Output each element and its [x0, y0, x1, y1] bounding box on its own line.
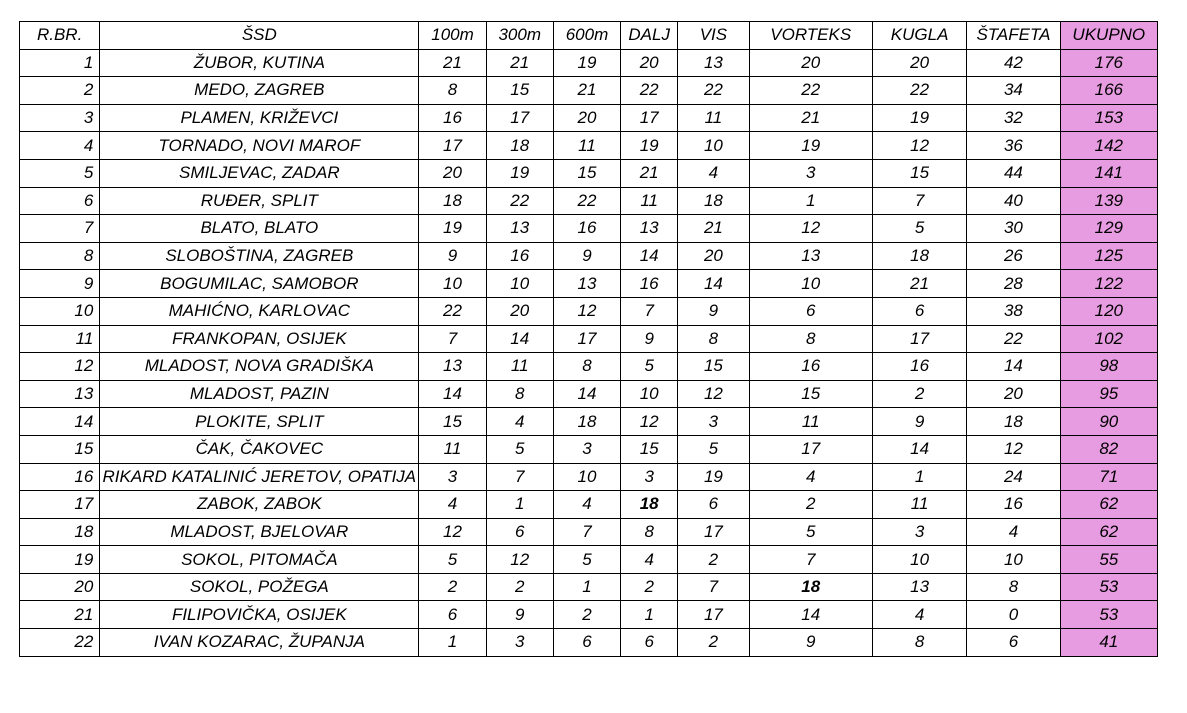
cell-kugla: 10: [872, 546, 966, 574]
cell-vis: 14: [678, 270, 749, 298]
cell-600m: 22: [553, 187, 620, 215]
cell-100m: 14: [419, 380, 486, 408]
cell-ukupno: 71: [1060, 463, 1157, 491]
cell-vis: 18: [678, 187, 749, 215]
cell-club: PLOKITE, SPLIT: [100, 408, 419, 436]
cell-300m: 13: [486, 215, 553, 243]
cell-vorteks: 11: [749, 408, 872, 436]
table-row: [20, 104, 1158, 132]
cell-dalj: 18: [621, 491, 678, 519]
cell-ukupno: 102: [1060, 325, 1157, 353]
cell-vorteks: 9: [749, 629, 872, 657]
cell-rbr: 15: [20, 435, 100, 463]
cell-vis: 19: [678, 463, 749, 491]
cell-kugla: 6: [872, 297, 966, 325]
results-table: [19, 21, 1158, 657]
cell-stafeta: 10: [967, 546, 1060, 574]
cell-100m: 3: [419, 463, 486, 491]
cell-club: ČAK, ČAKOVEC: [100, 435, 419, 463]
cell-300m: 14: [486, 325, 553, 353]
cell-vis: 20: [678, 242, 749, 270]
cell-kugla: 5: [872, 215, 966, 243]
cell-kugla: 20: [872, 49, 966, 77]
cell-dalj: 7: [621, 297, 678, 325]
cell-rbr: 16: [20, 463, 100, 491]
cell-stafeta: 28: [967, 270, 1060, 298]
cell-kugla: 9: [872, 408, 966, 436]
table-row: [20, 77, 1158, 105]
cell-dalj: 13: [621, 215, 678, 243]
cell-rbr: 10: [20, 297, 100, 325]
cell-rbr: 1: [20, 49, 100, 77]
results-body: [20, 49, 1158, 656]
cell-100m: 8: [419, 77, 486, 105]
cell-dalj: 1: [621, 601, 678, 629]
cell-dalj: 20: [621, 49, 678, 77]
cell-vorteks: 10: [749, 270, 872, 298]
cell-dalj: 17: [621, 104, 678, 132]
cell-ukupno: 142: [1060, 132, 1157, 160]
cell-600m: 15: [553, 159, 620, 187]
table-row: [20, 573, 1158, 601]
cell-ukupno: 141: [1060, 159, 1157, 187]
table-row: [20, 435, 1158, 463]
table-row: [20, 463, 1158, 491]
cell-rbr: 21: [20, 601, 100, 629]
header-rbr: R.BR.: [20, 22, 100, 50]
cell-rbr: 14: [20, 408, 100, 436]
cell-100m: 4: [419, 491, 486, 519]
cell-dalj: 21: [621, 159, 678, 187]
cell-100m: 1: [419, 629, 486, 657]
cell-rbr: 2: [20, 77, 100, 105]
cell-300m: 1: [486, 491, 553, 519]
cell-300m: 4: [486, 408, 553, 436]
table-row: [20, 380, 1158, 408]
cell-stafeta: 24: [967, 463, 1060, 491]
cell-100m: 6: [419, 601, 486, 629]
cell-600m: 16: [553, 215, 620, 243]
cell-600m: 10: [553, 463, 620, 491]
table-row: [20, 242, 1158, 270]
cell-vis: 13: [678, 49, 749, 77]
cell-club: MEDO, ZAGREB: [100, 77, 419, 105]
cell-club: ŽUBOR, KUTINA: [100, 49, 419, 77]
cell-club: IVAN KOZARAC, ŽUPANJA: [100, 629, 419, 657]
cell-ukupno: 139: [1060, 187, 1157, 215]
cell-rbr: 19: [20, 546, 100, 574]
cell-vorteks: 13: [749, 242, 872, 270]
cell-600m: 12: [553, 297, 620, 325]
cell-club: FRANKOPAN, OSIJEK: [100, 325, 419, 353]
cell-stafeta: 12: [967, 435, 1060, 463]
cell-300m: 7: [486, 463, 553, 491]
cell-300m: 9: [486, 601, 553, 629]
cell-dalj: 19: [621, 132, 678, 160]
cell-kugla: 22: [872, 77, 966, 105]
cell-rbr: 11: [20, 325, 100, 353]
cell-dalj: 3: [621, 463, 678, 491]
cell-300m: 11: [486, 353, 553, 381]
cell-ukupno: 153: [1060, 104, 1157, 132]
table-row: [20, 491, 1158, 519]
cell-club: FILIPOVIČKA, OSIJEK: [100, 601, 419, 629]
cell-vis: 2: [678, 546, 749, 574]
cell-100m: 19: [419, 215, 486, 243]
cell-stafeta: 20: [967, 380, 1060, 408]
cell-vis: 7: [678, 573, 749, 601]
cell-dalj: 15: [621, 435, 678, 463]
cell-100m: 9: [419, 242, 486, 270]
cell-rbr: 5: [20, 159, 100, 187]
cell-club: BLATO, BLATO: [100, 215, 419, 243]
cell-vis: 2: [678, 629, 749, 657]
cell-stafeta: 42: [967, 49, 1060, 77]
cell-vis: 22: [678, 77, 749, 105]
cell-vis: 3: [678, 408, 749, 436]
table-row: [20, 132, 1158, 160]
cell-stafeta: 4: [967, 518, 1060, 546]
cell-300m: 15: [486, 77, 553, 105]
cell-300m: 10: [486, 270, 553, 298]
cell-vorteks: 14: [749, 601, 872, 629]
cell-vorteks: 8: [749, 325, 872, 353]
cell-kugla: 15: [872, 159, 966, 187]
cell-vis: 9: [678, 297, 749, 325]
cell-stafeta: 14: [967, 353, 1060, 381]
cell-rbr: 12: [20, 353, 100, 381]
cell-dalj: 2: [621, 573, 678, 601]
cell-600m: 17: [553, 325, 620, 353]
cell-club: SOKOL, POŽEGA: [100, 573, 419, 601]
cell-100m: 5: [419, 546, 486, 574]
table-row: [20, 518, 1158, 546]
cell-kugla: 3: [872, 518, 966, 546]
cell-club: MLADOST, BJELOVAR: [100, 518, 419, 546]
cell-vorteks: 19: [749, 132, 872, 160]
cell-600m: 20: [553, 104, 620, 132]
header-kugla: KUGLA: [872, 22, 966, 50]
cell-600m: 5: [553, 546, 620, 574]
cell-100m: 7: [419, 325, 486, 353]
cell-100m: 10: [419, 270, 486, 298]
cell-ukupno: 90: [1060, 408, 1157, 436]
cell-rbr: 8: [20, 242, 100, 270]
cell-300m: 17: [486, 104, 553, 132]
cell-vis: 8: [678, 325, 749, 353]
cell-100m: 17: [419, 132, 486, 160]
cell-ukupno: 53: [1060, 601, 1157, 629]
cell-vorteks: 20: [749, 49, 872, 77]
cell-100m: 11: [419, 435, 486, 463]
header-row: [20, 22, 1158, 50]
cell-club: PLAMEN, KRIŽEVCI: [100, 104, 419, 132]
cell-club: MLADOST, NOVA GRADIŠKA: [100, 353, 419, 381]
table-row: [20, 270, 1158, 298]
cell-kugla: 8: [872, 629, 966, 657]
cell-100m: 2: [419, 573, 486, 601]
cell-kugla: 11: [872, 491, 966, 519]
table-row: [20, 297, 1158, 325]
cell-rbr: 17: [20, 491, 100, 519]
cell-ukupno: 120: [1060, 297, 1157, 325]
cell-club: SLOBOŠTINA, ZAGREB: [100, 242, 419, 270]
cell-vorteks: 16: [749, 353, 872, 381]
cell-100m: 13: [419, 353, 486, 381]
cell-rbr: 18: [20, 518, 100, 546]
cell-600m: 13: [553, 270, 620, 298]
cell-club: RIKARD KATALINIĆ JERETOV, OPATIJA: [100, 463, 419, 491]
cell-vorteks: 2: [749, 491, 872, 519]
cell-ukupno: 95: [1060, 380, 1157, 408]
cell-ukupno: 176: [1060, 49, 1157, 77]
header-stafeta: ŠTAFETA: [967, 22, 1060, 50]
cell-600m: 9: [553, 242, 620, 270]
cell-club: SOKOL, PITOMAČA: [100, 546, 419, 574]
cell-600m: 6: [553, 629, 620, 657]
cell-vorteks: 18: [749, 573, 872, 601]
cell-dalj: 12: [621, 408, 678, 436]
table-row: [20, 187, 1158, 215]
cell-dalj: 5: [621, 353, 678, 381]
header-600m: 600m: [553, 22, 620, 50]
cell-100m: 12: [419, 518, 486, 546]
cell-vis: 4: [678, 159, 749, 187]
cell-ukupno: 125: [1060, 242, 1157, 270]
header-vorteks: VORTEKS: [749, 22, 872, 50]
cell-rbr: 20: [20, 573, 100, 601]
cell-kugla: 1: [872, 463, 966, 491]
cell-300m: 16: [486, 242, 553, 270]
cell-dalj: 4: [621, 546, 678, 574]
header-dalj: DALJ: [621, 22, 678, 50]
cell-600m: 14: [553, 380, 620, 408]
cell-ukupno: 53: [1060, 573, 1157, 601]
cell-dalj: 14: [621, 242, 678, 270]
cell-kugla: 7: [872, 187, 966, 215]
cell-dalj: 6: [621, 629, 678, 657]
cell-club: TORNADO, NOVI MAROF: [100, 132, 419, 160]
cell-rbr: 13: [20, 380, 100, 408]
cell-300m: 8: [486, 380, 553, 408]
cell-stafeta: 8: [967, 573, 1060, 601]
cell-ukupno: 166: [1060, 77, 1157, 105]
cell-dalj: 10: [621, 380, 678, 408]
cell-vorteks: 1: [749, 187, 872, 215]
header-300m: 300m: [486, 22, 553, 50]
cell-club: MAHIĆNO, KARLOVAC: [100, 297, 419, 325]
cell-stafeta: 44: [967, 159, 1060, 187]
cell-600m: 2: [553, 601, 620, 629]
cell-vorteks: 5: [749, 518, 872, 546]
cell-300m: 20: [486, 297, 553, 325]
table-row: [20, 49, 1158, 77]
cell-stafeta: 26: [967, 242, 1060, 270]
cell-vis: 17: [678, 518, 749, 546]
cell-vis: 21: [678, 215, 749, 243]
cell-stafeta: 38: [967, 297, 1060, 325]
cell-stafeta: 22: [967, 325, 1060, 353]
cell-ukupno: 98: [1060, 353, 1157, 381]
cell-vis: 12: [678, 380, 749, 408]
cell-stafeta: 34: [967, 77, 1060, 105]
cell-stafeta: 18: [967, 408, 1060, 436]
cell-vorteks: 4: [749, 463, 872, 491]
table-row: [20, 159, 1158, 187]
cell-600m: 1: [553, 573, 620, 601]
table-row: [20, 353, 1158, 381]
cell-club: MLADOST, PAZIN: [100, 380, 419, 408]
cell-dalj: 22: [621, 77, 678, 105]
cell-ukupno: 82: [1060, 435, 1157, 463]
cell-300m: 3: [486, 629, 553, 657]
cell-100m: 16: [419, 104, 486, 132]
cell-ukupno: 55: [1060, 546, 1157, 574]
cell-300m: 18: [486, 132, 553, 160]
cell-vorteks: 7: [749, 546, 872, 574]
cell-vorteks: 3: [749, 159, 872, 187]
cell-stafeta: 36: [967, 132, 1060, 160]
cell-300m: 12: [486, 546, 553, 574]
cell-vis: 17: [678, 601, 749, 629]
cell-100m: 15: [419, 408, 486, 436]
table-row: [20, 629, 1158, 657]
cell-stafeta: 16: [967, 491, 1060, 519]
cell-kugla: 16: [872, 353, 966, 381]
table-row: [20, 325, 1158, 353]
cell-ukupno: 41: [1060, 629, 1157, 657]
cell-rbr: 22: [20, 629, 100, 657]
cell-300m: 5: [486, 435, 553, 463]
cell-100m: 21: [419, 49, 486, 77]
cell-kugla: 12: [872, 132, 966, 160]
table-row: [20, 546, 1158, 574]
cell-club: ZABOK, ZABOK: [100, 491, 419, 519]
cell-dalj: 11: [621, 187, 678, 215]
cell-600m: 19: [553, 49, 620, 77]
header-ukupno: UKUPNO: [1060, 22, 1157, 50]
cell-100m: 20: [419, 159, 486, 187]
cell-dalj: 16: [621, 270, 678, 298]
cell-600m: 21: [553, 77, 620, 105]
cell-vorteks: 6: [749, 297, 872, 325]
header-ssd: ŠSD: [100, 22, 419, 50]
cell-club: RUĐER, SPLIT: [100, 187, 419, 215]
cell-kugla: 13: [872, 573, 966, 601]
table-row: [20, 215, 1158, 243]
cell-vorteks: 17: [749, 435, 872, 463]
table-row: [20, 408, 1158, 436]
cell-stafeta: 30: [967, 215, 1060, 243]
cell-600m: 18: [553, 408, 620, 436]
cell-600m: 11: [553, 132, 620, 160]
cell-300m: 2: [486, 573, 553, 601]
cell-300m: 6: [486, 518, 553, 546]
cell-100m: 18: [419, 187, 486, 215]
cell-kugla: 14: [872, 435, 966, 463]
cell-300m: 21: [486, 49, 553, 77]
cell-vis: 5: [678, 435, 749, 463]
cell-rbr: 6: [20, 187, 100, 215]
cell-rbr: 7: [20, 215, 100, 243]
cell-stafeta: 0: [967, 601, 1060, 629]
cell-600m: 4: [553, 491, 620, 519]
table-row: [20, 601, 1158, 629]
cell-stafeta: 40: [967, 187, 1060, 215]
cell-600m: 7: [553, 518, 620, 546]
cell-vis: 15: [678, 353, 749, 381]
cell-kugla: 2: [872, 380, 966, 408]
cell-vorteks: 15: [749, 380, 872, 408]
cell-rbr: 3: [20, 104, 100, 132]
cell-kugla: 17: [872, 325, 966, 353]
cell-club: SMILJEVAC, ZADAR: [100, 159, 419, 187]
cell-vorteks: 22: [749, 77, 872, 105]
cell-600m: 3: [553, 435, 620, 463]
cell-ukupno: 62: [1060, 518, 1157, 546]
cell-kugla: 21: [872, 270, 966, 298]
cell-kugla: 4: [872, 601, 966, 629]
cell-rbr: 4: [20, 132, 100, 160]
cell-dalj: 8: [621, 518, 678, 546]
cell-vorteks: 12: [749, 215, 872, 243]
cell-vis: 6: [678, 491, 749, 519]
cell-stafeta: 6: [967, 629, 1060, 657]
cell-vis: 10: [678, 132, 749, 160]
cell-100m: 22: [419, 297, 486, 325]
header-vis: VIS: [678, 22, 749, 50]
cell-stafeta: 32: [967, 104, 1060, 132]
cell-300m: 22: [486, 187, 553, 215]
header-100m: 100m: [419, 22, 486, 50]
cell-300m: 19: [486, 159, 553, 187]
cell-rbr: 9: [20, 270, 100, 298]
cell-600m: 8: [553, 353, 620, 381]
cell-kugla: 18: [872, 242, 966, 270]
cell-vorteks: 21: [749, 104, 872, 132]
cell-ukupno: 129: [1060, 215, 1157, 243]
cell-ukupno: 122: [1060, 270, 1157, 298]
cell-kugla: 19: [872, 104, 966, 132]
cell-club: BOGUMILAC, SAMOBOR: [100, 270, 419, 298]
cell-vis: 11: [678, 104, 749, 132]
cell-dalj: 9: [621, 325, 678, 353]
cell-ukupno: 62: [1060, 491, 1157, 519]
